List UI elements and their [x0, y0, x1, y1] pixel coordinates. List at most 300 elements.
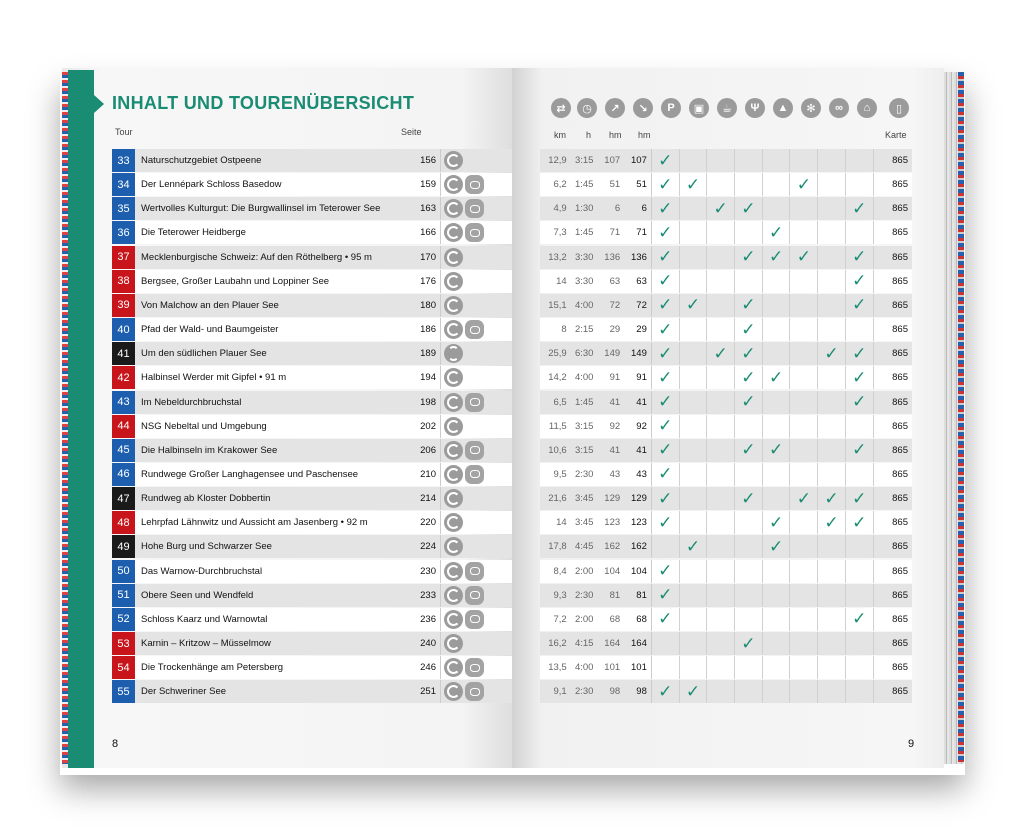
kids-bear-icon: [465, 586, 484, 605]
check-icon: ✓: [763, 439, 791, 462]
tour-duration: 3:15: [574, 420, 594, 432]
empty-cell: [735, 535, 763, 558]
empty-cell: [790, 680, 818, 703]
tour-map-number: 865: [892, 565, 908, 577]
table-row-details[interactable]: [540, 608, 912, 631]
empty-cell: [818, 318, 846, 341]
tour-number: 40: [112, 318, 135, 341]
table-row-details[interactable]: [540, 487, 912, 510]
table-row[interactable]: [112, 656, 512, 679]
header-tour: Tour: [115, 127, 133, 137]
empty-cell: [680, 511, 708, 534]
tour-map-number: 865: [892, 275, 908, 287]
empty-cell: [790, 342, 818, 365]
round-trip-icon: [444, 489, 463, 508]
tour-number: 47: [112, 487, 135, 510]
tour-ascent: 164: [604, 638, 621, 649]
empty-cell: [707, 608, 735, 631]
empty-cell: [818, 608, 846, 631]
tour-km: 13,5: [548, 662, 567, 674]
tour-duration: 3:45: [574, 493, 594, 505]
round-trip-icon: [444, 513, 463, 532]
check-icon: ✓: [735, 487, 763, 510]
tour-duration: 3:15: [574, 444, 594, 456]
round-trip-icon: [444, 537, 463, 556]
check-icon: ✓: [735, 318, 763, 341]
table-row[interactable]: [112, 608, 512, 631]
empty-cell: [735, 680, 763, 703]
tour-ascent: 72: [609, 299, 621, 311]
empty-cell: [763, 270, 791, 293]
tour-name: Wertvolles Kulturgut: Die Burgwallinsel im Teterower See: [141, 203, 381, 215]
header-km: km: [554, 130, 566, 140]
empty-cell: [818, 535, 846, 558]
empty-cell: [707, 511, 735, 534]
round-trip-icon: [444, 465, 463, 484]
check-icon: ✓: [735, 366, 763, 389]
tour-km: 6,5: [553, 396, 567, 408]
tour-map-number: 865: [892, 493, 908, 505]
table-row-details[interactable]: [540, 415, 912, 438]
empty-cell: [707, 439, 735, 462]
tour-number: 38: [112, 270, 135, 293]
tour-ascent: 63: [609, 275, 621, 287]
tour-descent: 136: [620, 246, 652, 269]
empty-cell: [652, 656, 680, 679]
tour-page: 224: [406, 535, 441, 558]
table-row[interactable]: [112, 294, 512, 317]
tour-km: 25,9: [548, 348, 567, 360]
tour-page: 236: [406, 608, 441, 631]
check-icon: ✓: [846, 391, 874, 414]
check-icon: ✓: [735, 391, 763, 414]
tour-descent: 92: [620, 415, 652, 438]
tour-ascent: 91: [609, 372, 621, 384]
empty-cell: [790, 294, 818, 317]
table-row[interactable]: [112, 463, 512, 486]
tour-map-number: 865: [892, 299, 908, 311]
tour-ascent: 149: [604, 348, 621, 360]
tour-descent: 6: [620, 197, 652, 220]
tour-page: 159: [406, 173, 441, 196]
check-icon: ✓: [652, 511, 680, 534]
empty-cell: [790, 584, 818, 607]
table-row[interactable]: [112, 221, 512, 244]
tour-map-number: 865: [892, 662, 908, 674]
empty-cell: [652, 632, 680, 655]
tour-page: 198: [406, 391, 441, 414]
tour-map-number: 865: [892, 324, 908, 336]
empty-cell: [818, 680, 846, 703]
tour-name: Um den südlichen Plauer See: [141, 348, 267, 360]
table-row-details[interactable]: [540, 391, 912, 414]
round-trip-icon: [444, 658, 463, 677]
tour-page: 210: [406, 463, 441, 486]
tour-descent: 41: [620, 439, 652, 462]
tour-name: Die Teterower Heidberge: [141, 227, 246, 239]
check-icon: ✓: [818, 342, 846, 365]
empty-cell: [846, 632, 874, 655]
table-row-details[interactable]: [540, 584, 912, 607]
tour-km: 4,9: [553, 203, 567, 215]
check-icon: ✓: [846, 197, 874, 220]
table-row-details[interactable]: [540, 149, 912, 172]
check-icon: ✓: [735, 294, 763, 317]
check-icon: ✓: [735, 632, 763, 655]
kids-bear-icon: [465, 610, 484, 629]
tour-duration: 3:45: [574, 517, 594, 529]
empty-cell: [680, 656, 708, 679]
table-row-details[interactable]: [540, 294, 912, 317]
empty-cell: [707, 246, 735, 269]
empty-cell: [763, 608, 791, 631]
check-icon: ✓: [790, 487, 818, 510]
check-icon: ✓: [790, 246, 818, 269]
round-trip-icon: [444, 296, 463, 315]
table-row[interactable]: [112, 584, 512, 607]
empty-cell: [680, 197, 708, 220]
table-row[interactable]: [112, 197, 512, 220]
tour-name: Das Warnow-Durchbruchstal: [141, 565, 263, 577]
page-title: INHALT UND TOURENÜBERSICHT: [112, 93, 415, 113]
tour-map-number: 865: [892, 420, 908, 432]
empty-cell: [763, 415, 791, 438]
empty-cell: [763, 149, 791, 172]
bus-icon: ▣: [689, 98, 709, 118]
tour-number: 43: [112, 391, 135, 414]
tour-descent: 123: [620, 511, 652, 534]
kids-bear-icon: [465, 658, 484, 677]
empty-cell: [818, 270, 846, 293]
header-karte: Karte: [885, 130, 907, 140]
tour-km: 21,6: [548, 493, 567, 505]
tour-number: 39: [112, 294, 135, 317]
tour-map-number: 865: [892, 541, 908, 553]
table-row[interactable]: [112, 342, 512, 365]
tour-name: Hohe Burg und Schwarzer See: [141, 541, 272, 553]
tour-name: Karnin – Kritzow – Müsselmow: [141, 638, 271, 649]
tour-number: 41: [112, 342, 135, 365]
header-hm-down: hm: [638, 130, 651, 140]
table-row-details[interactable]: [540, 632, 912, 655]
check-icon: ✓: [680, 173, 708, 196]
tour-km: 14: [556, 517, 567, 529]
empty-cell: [790, 197, 818, 220]
tour-page: 206: [406, 439, 441, 462]
check-icon: ✓: [680, 294, 708, 317]
tour-name: Pfad der Wald- und Baumgeister: [141, 324, 279, 336]
empty-cell: [707, 318, 735, 341]
tour-ascent: 123: [604, 517, 621, 529]
empty-cell: [846, 173, 874, 196]
check-icon: ✓: [680, 680, 708, 703]
tour-duration: 2:30: [574, 468, 594, 480]
check-icon: ✓: [763, 511, 791, 534]
tour-page: 230: [406, 560, 441, 583]
check-icon: ✓: [846, 270, 874, 293]
table-row-details[interactable]: [540, 535, 912, 558]
page-number-left: 8: [112, 738, 119, 750]
header-hm-up: hm: [609, 130, 622, 140]
winter-icon: ✻: [801, 98, 821, 118]
table-row[interactable]: [112, 511, 512, 534]
table-row-details[interactable]: [540, 680, 912, 703]
check-icon: ✓: [652, 463, 680, 486]
parking-icon: P: [661, 98, 681, 118]
table-row-details[interactable]: [540, 439, 912, 462]
tour-duration: 2:15: [574, 324, 594, 336]
empty-cell: [680, 366, 708, 389]
tour-name: Rundweg ab Kloster Dobbertin: [141, 493, 271, 505]
table-row-details[interactable]: [540, 656, 912, 679]
table-row-details[interactable]: [540, 197, 912, 220]
header-seite: Seite: [401, 127, 422, 137]
tour-name: Naturschutzgebiet Ostpeene: [141, 155, 262, 166]
green-spine-bar: [68, 70, 94, 768]
empty-cell: [818, 294, 846, 317]
tour-km: 9,3: [553, 589, 567, 601]
tour-name: Im Nebeldurchbruchstal: [141, 396, 242, 408]
tour-ascent: 136: [604, 251, 621, 263]
check-icon: ✓: [818, 511, 846, 534]
tour-km: 8,4: [553, 565, 567, 577]
tour-ascent: 101: [604, 662, 621, 674]
check-icon: ✓: [652, 584, 680, 607]
empty-cell: [846, 415, 874, 438]
empty-cell: [763, 487, 791, 510]
tour-descent: 81: [620, 584, 652, 607]
check-icon: ✓: [652, 318, 680, 341]
table-row-details[interactable]: [540, 246, 912, 269]
table-row[interactable]: [112, 439, 512, 462]
empty-cell: [790, 511, 818, 534]
check-icon: ✓: [735, 342, 763, 365]
tour-page: 214: [406, 487, 441, 510]
check-icon: ✓: [846, 246, 874, 269]
empty-cell: [763, 342, 791, 365]
restaurant-icon: Ψ: [745, 98, 765, 118]
tour-descent: 51: [620, 173, 652, 196]
tour-descent: 101: [620, 656, 652, 679]
check-icon: ✓: [735, 197, 763, 220]
empty-cell: [818, 656, 846, 679]
tour-number: 46: [112, 463, 135, 486]
table-row-details[interactable]: [540, 560, 912, 583]
check-icon: ✓: [763, 366, 791, 389]
table-row-details[interactable]: [540, 318, 912, 341]
empty-cell: [818, 560, 846, 583]
tour-km: 14,2: [548, 372, 567, 384]
empty-cell: [818, 366, 846, 389]
check-icon: ✓: [707, 197, 735, 220]
empty-cell: [652, 535, 680, 558]
empty-cell: [846, 656, 874, 679]
table-row[interactable]: [112, 318, 512, 341]
empty-cell: [735, 511, 763, 534]
check-icon: ✓: [652, 391, 680, 414]
table-row[interactable]: [112, 632, 512, 655]
tour-duration: 4:15: [574, 638, 594, 649]
tour-ascent: 43: [609, 468, 621, 480]
empty-cell: [680, 318, 708, 341]
table-row[interactable]: [112, 535, 512, 558]
table-row[interactable]: [112, 246, 512, 269]
check-icon: ✓: [652, 294, 680, 317]
table-row-details[interactable]: [540, 342, 912, 365]
table-row-details[interactable]: [540, 221, 912, 244]
empty-cell: [790, 608, 818, 631]
tour-page: 194: [406, 366, 441, 389]
empty-cell: [763, 632, 791, 655]
tour-map-number: 865: [892, 227, 908, 239]
table-row[interactable]: [112, 415, 512, 438]
round-trip-icon: [444, 562, 463, 581]
table-row[interactable]: [112, 487, 512, 510]
empty-cell: [790, 560, 818, 583]
right-page-color-edges: [958, 72, 964, 762]
empty-cell: [818, 584, 846, 607]
tour-km: 13,2: [548, 251, 567, 263]
round-trip-icon: [444, 175, 463, 194]
empty-cell: [763, 391, 791, 414]
tour-number: 34: [112, 173, 135, 196]
tour-descent: 98: [620, 680, 652, 703]
empty-cell: [735, 656, 763, 679]
check-icon: ✓: [652, 197, 680, 220]
tour-descent: 72: [620, 294, 652, 317]
tour-duration: 2:00: [574, 565, 594, 577]
empty-cell: [707, 149, 735, 172]
table-row-details[interactable]: [540, 463, 912, 486]
round-trip-icon: [444, 682, 463, 701]
kids-bear-icon: [465, 223, 484, 242]
bicycle-icon: ∞: [829, 98, 849, 118]
empty-cell: [680, 246, 708, 269]
check-icon: ✓: [652, 342, 680, 365]
table-row-details[interactable]: [540, 511, 912, 534]
empty-cell: [680, 342, 708, 365]
table-row-details[interactable]: [540, 173, 912, 196]
tour-km: 17,8: [548, 541, 567, 553]
check-icon: ✓: [707, 342, 735, 365]
empty-cell: [680, 487, 708, 510]
tour-descent: 149: [620, 342, 652, 365]
tour-duration: 3:30: [574, 275, 594, 287]
tour-map-number: 865: [892, 686, 908, 698]
empty-cell: [735, 463, 763, 486]
table-row[interactable]: [112, 173, 512, 196]
empty-cell: [790, 270, 818, 293]
empty-cell: [763, 197, 791, 220]
table-row-details[interactable]: [540, 270, 912, 293]
tour-descent: 91: [620, 366, 652, 389]
table-row[interactable]: [112, 391, 512, 414]
round-trip-icon: [444, 151, 463, 170]
tour-km: 8: [561, 324, 567, 336]
tour-ascent: 6: [614, 203, 621, 215]
tour-ascent: 107: [604, 155, 621, 166]
tour-ascent: 68: [609, 613, 621, 625]
empty-cell: [680, 632, 708, 655]
empty-cell: [790, 439, 818, 462]
kids-bear-icon: [465, 465, 484, 484]
table-row-details[interactable]: [540, 366, 912, 389]
tour-page: 176: [406, 270, 441, 293]
tour-duration: 1:30: [574, 203, 594, 215]
tour-name: Schloss Kaarz und Warnowtal: [141, 613, 268, 625]
table-row[interactable]: [112, 149, 512, 172]
empty-cell: [790, 318, 818, 341]
tour-name: Der Lennépark Schloss Basedow: [141, 179, 282, 191]
table-row[interactable]: [112, 366, 512, 389]
tour-name: Rundwege Großer Langhagensee und Paschensee: [141, 468, 359, 480]
table-row[interactable]: [112, 560, 512, 583]
empty-cell: [680, 560, 708, 583]
tour-km: 7,2: [553, 613, 567, 625]
empty-cell: [790, 463, 818, 486]
check-icon: ✓: [846, 608, 874, 631]
tour-page: 189: [406, 342, 441, 365]
tour-name: Bergsee, Großer Laubahn und Loppiner See: [141, 275, 330, 287]
tour-descent: 162: [620, 535, 652, 558]
check-icon: ✓: [652, 246, 680, 269]
check-icon: ✓: [652, 680, 680, 703]
empty-cell: [790, 391, 818, 414]
empty-cell: [818, 415, 846, 438]
kids-bear-icon: [465, 175, 484, 194]
empty-cell: [790, 535, 818, 558]
empty-cell: [818, 149, 846, 172]
tour-ascent: 104: [604, 565, 621, 577]
round-trip-icon: [444, 223, 463, 242]
empty-cell: [763, 680, 791, 703]
empty-cell: [680, 463, 708, 486]
empty-cell: [790, 632, 818, 655]
empty-cell: [707, 656, 735, 679]
table-row[interactable]: [112, 680, 512, 703]
empty-cell: [790, 366, 818, 389]
check-icon: ✓: [652, 366, 680, 389]
tour-duration: 4:00: [574, 372, 594, 384]
empty-cell: [707, 680, 735, 703]
tour-map-number: 865: [892, 348, 908, 360]
round-trip-icon: [444, 393, 463, 412]
empty-cell: [763, 584, 791, 607]
empty-cell: [680, 221, 708, 244]
check-icon: ✓: [763, 535, 791, 558]
tour-page: 163: [406, 197, 441, 220]
signpost-icon: ⇄: [551, 98, 571, 118]
empty-cell: [707, 173, 735, 196]
tour-map-number: 865: [892, 468, 908, 480]
tour-descent: 68: [620, 608, 652, 631]
tour-number: 50: [112, 560, 135, 583]
table-row[interactable]: [112, 270, 512, 293]
empty-cell: [846, 149, 874, 172]
empty-cell: [680, 608, 708, 631]
tour-descent: 63: [620, 270, 652, 293]
tour-descent: 104: [620, 560, 652, 583]
empty-cell: [680, 584, 708, 607]
kids-bear-icon: [465, 393, 484, 412]
tour-descent: 129: [620, 487, 652, 510]
tour-km: 9,5: [553, 468, 567, 480]
check-icon: ✓: [680, 535, 708, 558]
tour-number: 48: [112, 511, 135, 534]
check-icon: ✓: [846, 439, 874, 462]
empty-cell: [818, 221, 846, 244]
tour-name: Lehrpfad Lähnwitz und Aussicht am Jasenberg • 92 m: [141, 517, 368, 529]
